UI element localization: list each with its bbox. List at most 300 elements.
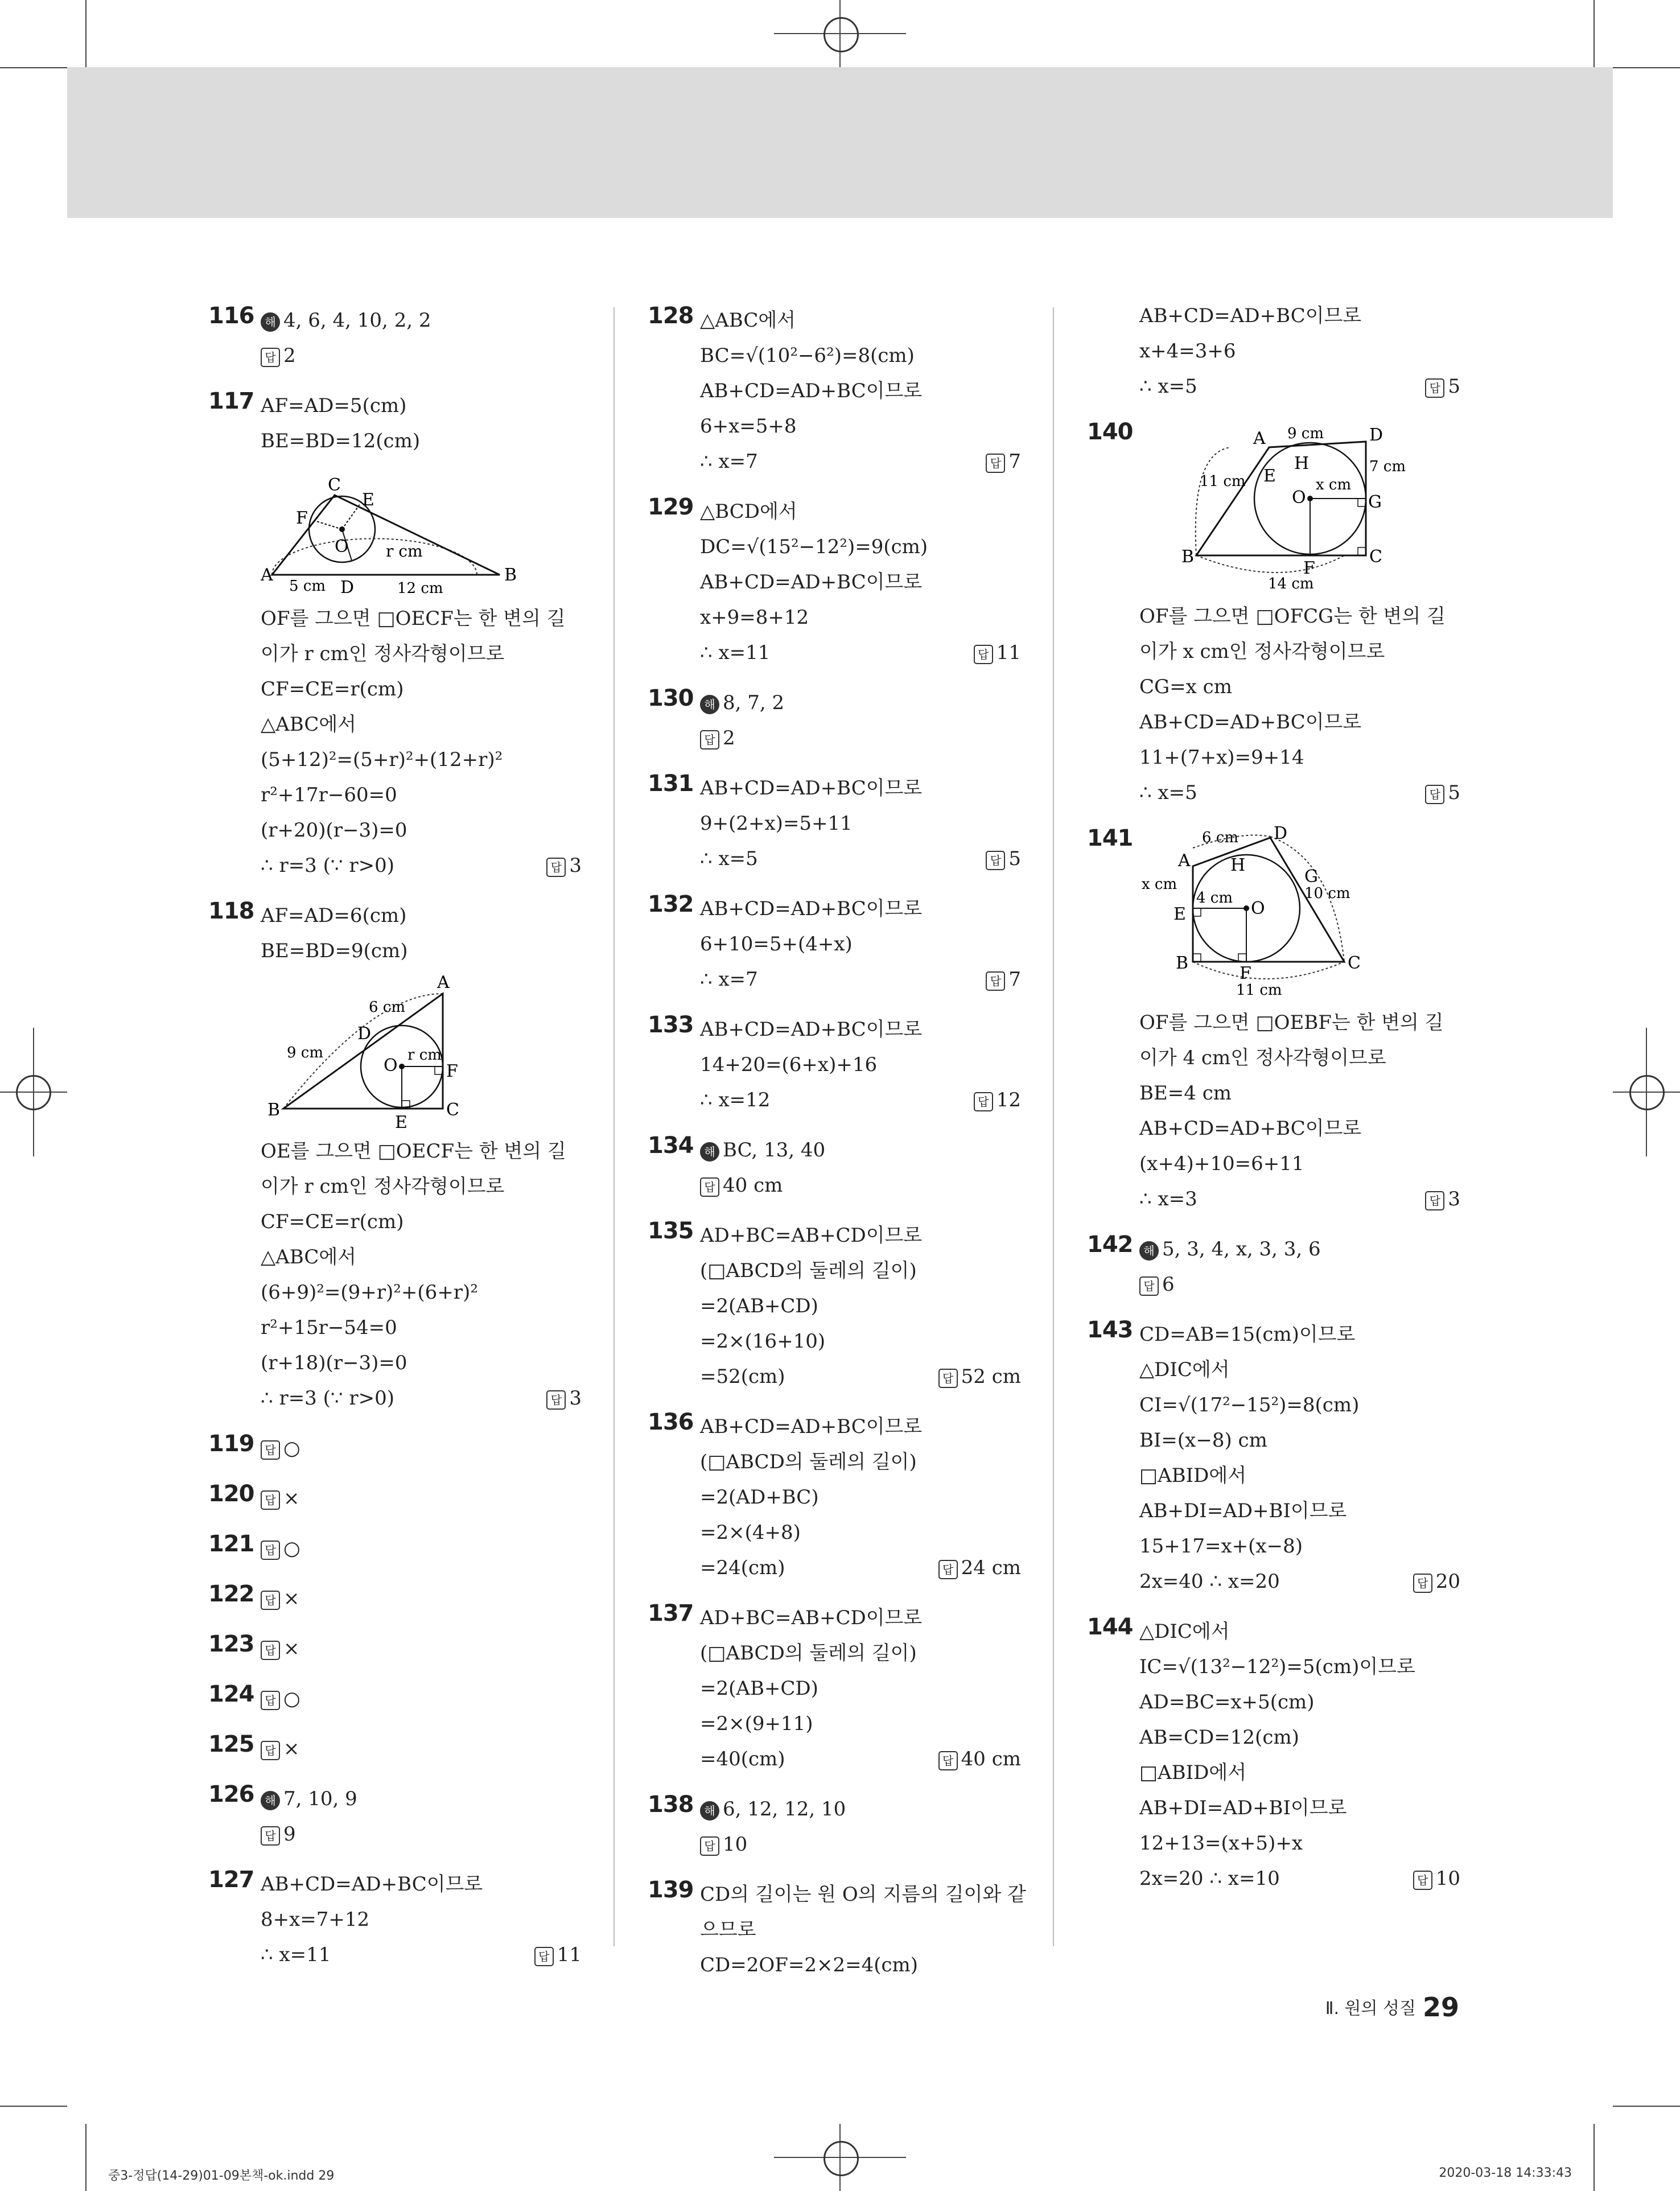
answer-item	[1087, 298, 1460, 404]
line-text: 9+(2+x)=5+11	[700, 812, 853, 835]
line-text: OF를 그으면 □OECF는 한 변의 길	[261, 607, 566, 630]
line-text: ○	[283, 1437, 300, 1460]
svg-text:C: C	[446, 1100, 459, 1120]
line-text: ∴ x=11	[261, 1943, 331, 1966]
svg-text:B: B	[267, 1100, 281, 1120]
svg-text:O: O	[335, 537, 349, 557]
line-text: ×	[283, 1587, 300, 1610]
column-divider	[1053, 307, 1054, 1946]
answer-badge-icon: 답	[1425, 378, 1444, 398]
solution-line	[261, 1381, 582, 1416]
solution-line	[261, 813, 582, 848]
answer-item	[648, 1132, 1021, 1203]
svg-text:D: D	[357, 1024, 372, 1044]
line-text: 2	[283, 344, 296, 367]
final-answer	[1413, 1861, 1460, 1896]
problem-number: 121	[208, 1531, 254, 1557]
answer-item	[1087, 1614, 1460, 1896]
problem-number: 120	[208, 1481, 254, 1507]
answer-badge-icon: 답	[938, 1751, 958, 1770]
svg-text:10 cm: 10 cm	[1304, 885, 1350, 902]
solution-line	[1139, 1826, 1460, 1861]
solution-line	[700, 926, 1021, 962]
solution-line	[700, 529, 1021, 565]
problem-number: 142	[1087, 1232, 1133, 1258]
final-answer	[938, 1359, 1021, 1394]
figure-140-quadrilateral	[1139, 419, 1458, 595]
solution-line	[1139, 634, 1460, 669]
line-text: ×	[283, 1487, 300, 1510]
solution-line	[1139, 1146, 1460, 1181]
line-text: ∴ x=5	[700, 847, 758, 870]
problem-number: 138	[648, 1791, 694, 1818]
final-answer-value: 52 cm	[961, 1365, 1021, 1388]
column-divider	[613, 307, 615, 1946]
svg-text:5 cm: 5 cm	[289, 578, 326, 595]
final-answer-value: 7	[1008, 968, 1021, 991]
answer-badge: 답	[261, 1591, 280, 1610]
final-answer	[938, 1550, 1021, 1585]
solution-line	[700, 444, 1021, 479]
line-text: AB+CD=AD+BC이므로	[700, 1415, 923, 1438]
section-title: Ⅱ. 원의 성질	[1325, 1999, 1416, 2019]
line-text: 14+20=(6+x)+16	[700, 1053, 878, 1076]
solution-line	[1139, 1387, 1460, 1423]
line-text: CF=CE=r(cm)	[261, 1210, 404, 1233]
svg-text:E: E	[395, 1113, 407, 1130]
header-band	[67, 67, 1613, 218]
line-text: 6+x=5+8	[700, 415, 797, 438]
line-text: DC=√(15²−12²)=9(cm)	[700, 536, 928, 558]
answer-badge-icon: 답	[1425, 785, 1444, 804]
answer-badge-icon: 답	[1413, 1574, 1432, 1593]
answer-item	[208, 1531, 582, 1566]
svg-text:14 cm: 14 cm	[1268, 575, 1314, 592]
final-answer-value: 40 cm	[961, 1748, 1021, 1770]
solution-line	[1139, 1755, 1460, 1790]
solution-line	[700, 841, 1021, 876]
answer-item	[648, 891, 1021, 997]
line-text: ○	[283, 1537, 300, 1560]
line-text: 으므로	[700, 1918, 756, 1941]
answer-item	[1087, 1232, 1460, 1302]
crop-mark	[85, 0, 87, 67]
line-text: CF=CE=r(cm)	[261, 678, 404, 701]
line-text: =2×(9+11)	[700, 1712, 813, 1735]
line-text: x+4=3+6	[1139, 340, 1236, 363]
line-text: AF=AD=5(cm)	[261, 394, 407, 417]
svg-text:9 cm: 9 cm	[1287, 425, 1324, 442]
line-text: =2(AD+BC)	[700, 1486, 819, 1509]
answer-item	[208, 388, 582, 883]
line-text: ∴ x=7	[700, 968, 758, 991]
solution-line	[261, 898, 582, 933]
problem-number: 134	[648, 1132, 694, 1159]
svg-text:G: G	[1368, 492, 1382, 512]
svg-text:C: C	[1369, 547, 1382, 567]
line-text: (□ABCD의 둘레의 길이)	[700, 1259, 917, 1282]
answer-item	[208, 898, 582, 1416]
line-text: AB+CD=AD+BC이므로	[700, 380, 923, 402]
problem-number: 118	[208, 898, 254, 924]
problem-number: 125	[208, 1731, 254, 1757]
solution-line	[1139, 599, 1460, 634]
page-number: 29	[1422, 1992, 1459, 2023]
solution-line	[700, 1550, 1021, 1585]
solution-line	[700, 1827, 1021, 1862]
line-text: OF를 그으면 □OEBF는 한 변의 길	[1139, 1011, 1444, 1034]
answer-item	[648, 303, 1021, 479]
solution-line	[700, 962, 1021, 997]
line-text: AB+CD=AD+BC이므로	[1139, 711, 1362, 734]
answer-item	[648, 1600, 1021, 1777]
line-text: CG=x cm	[1139, 676, 1232, 698]
registration-mark	[823, 17, 859, 52]
line-text: 8, 7, 2	[723, 691, 785, 714]
solution-line	[1139, 705, 1460, 740]
line-text: ∴ x=7	[700, 450, 758, 473]
final-answer-value: 5	[1448, 781, 1460, 804]
solution-line	[700, 1706, 1021, 1741]
solution-line	[261, 1275, 582, 1310]
solution-line	[700, 1877, 1026, 1912]
problem-number: 143	[1087, 1317, 1133, 1343]
problem-number: 122	[208, 1581, 254, 1607]
answer-badge-icon: 답	[986, 454, 1005, 473]
final-answer-value: 3	[569, 854, 582, 877]
solution-line	[700, 1012, 1021, 1047]
svg-text:H: H	[1230, 855, 1246, 875]
line-text: ∴ r=3 (∵ r>0)	[261, 854, 394, 877]
solution-line	[700, 1132, 1021, 1168]
solution-line	[1139, 1458, 1460, 1493]
line-text: IC=√(13²−12²)=5(cm)이므로	[1139, 1655, 1415, 1678]
solution-line	[700, 303, 1021, 338]
line-text: AF=AD=6(cm)	[261, 904, 407, 927]
footer-file: 중3-정답(14-29)01-09본책-ok.indd 29	[108, 2169, 335, 2183]
svg-text:C: C	[328, 475, 341, 495]
line-text: 2	[723, 727, 735, 749]
line-text: 7, 10, 9	[283, 1788, 357, 1810]
answer-item	[648, 1791, 1021, 1862]
final-answer-value: 3	[569, 1387, 582, 1410]
solution-line	[261, 848, 582, 883]
solution-line	[261, 1481, 582, 1516]
solution-line	[700, 1324, 1021, 1359]
problem-number: 144	[1087, 1614, 1133, 1640]
solution-line	[700, 1082, 1021, 1118]
line-text: =2(AB+CD)	[700, 1677, 818, 1700]
line-text: 12+13=(x+5)+x	[1139, 1832, 1303, 1855]
line-text: CD=AB=15(cm)이므로	[1139, 1323, 1356, 1346]
problem-number: 116	[208, 303, 254, 329]
answer-badge: 답	[700, 1177, 719, 1197]
svg-text:x cm: x cm	[1316, 476, 1352, 493]
solution-line	[261, 1681, 582, 1716]
solution-line	[261, 777, 582, 813]
problem-number: 140	[1087, 419, 1133, 445]
solution-line	[700, 635, 1021, 670]
final-answer-value: 7	[1008, 450, 1021, 473]
svg-text:O: O	[384, 1056, 398, 1076]
solution-line	[261, 672, 582, 707]
line-text: △ABC에서	[700, 309, 796, 332]
svg-text:F: F	[296, 508, 308, 528]
line-text: AB=CD=12(cm)	[1139, 1726, 1299, 1749]
line-text: AB+CD=AD+BC이므로	[700, 777, 923, 800]
final-answer-value: 5	[1448, 375, 1460, 398]
solution-line	[700, 1791, 1021, 1827]
line-text: ∴ x=5	[1139, 375, 1197, 398]
solution-line	[700, 720, 1021, 756]
problem-number: 131	[648, 771, 694, 797]
crop-mark	[1593, 2124, 1595, 2191]
line-text: AB+CD=AD+BC이므로	[700, 1018, 923, 1041]
solution-line	[1139, 369, 1460, 404]
solution-line	[261, 423, 582, 459]
solution-line	[261, 1817, 582, 1852]
solution-line	[261, 1581, 582, 1616]
solution-line	[1139, 669, 1460, 705]
solution-line	[261, 1204, 582, 1239]
solution-line	[700, 338, 1021, 373]
line-text: (□ABCD의 둘레의 길이)	[700, 1451, 917, 1473]
answer-badge-icon: 답	[986, 851, 1005, 870]
line-text: 이가 r cm인 정사각형이므로	[261, 1175, 505, 1198]
svg-text:A: A	[261, 565, 273, 585]
line-text: □ABID에서	[1139, 1464, 1247, 1487]
solution-line	[261, 1867, 582, 1902]
answer-badge: 답	[700, 730, 719, 749]
svg-text:B: B	[504, 565, 517, 585]
svg-text:A: A	[437, 973, 450, 992]
answer-item	[208, 1867, 582, 1972]
line-text: 8+x=7+12	[261, 1908, 370, 1931]
answer-badge: 답	[261, 1691, 280, 1710]
final-answer	[1425, 1181, 1460, 1217]
answer-badge-icon: 답	[938, 1369, 958, 1388]
solution-line	[1139, 1005, 1460, 1040]
solution-line	[700, 1444, 1021, 1480]
problem-number: 139	[648, 1877, 694, 1903]
line-text: ∴ x=12	[700, 1089, 771, 1111]
crop-mark	[1613, 67, 1680, 68]
final-answer	[546, 1381, 582, 1416]
line-text: (5+12)²=(5+r)²+(12+r)²	[261, 748, 503, 771]
line-text: AD=BC=x+5(cm)	[1139, 1691, 1315, 1714]
answer-item	[208, 1481, 582, 1516]
line-text: =40(cm)	[700, 1748, 785, 1770]
svg-text:A: A	[1253, 429, 1266, 448]
line-text: BI=(x−8) cm	[1139, 1429, 1267, 1452]
answer-badge-icon: 답	[974, 1092, 993, 1111]
line-text: x+9=8+12	[700, 606, 809, 629]
answer-item	[648, 771, 1021, 876]
line-text: AB+CD=AD+BC이므로	[261, 1873, 483, 1896]
crop-mark	[1593, 0, 1595, 67]
solution-line	[1139, 1614, 1460, 1649]
solution-line	[700, 1218, 1021, 1253]
line-text: △DIC에서	[1139, 1620, 1230, 1643]
solution-line	[261, 1134, 582, 1169]
solution-line	[700, 1947, 1021, 1983]
solution-line	[1139, 298, 1460, 333]
solution-line	[1139, 1352, 1460, 1387]
svg-text:D: D	[340, 578, 355, 598]
line-text: (□ABCD의 둘레의 길이)	[700, 1642, 917, 1665]
line-text: 5, 3, 4, x, 3, 3, 6	[1162, 1238, 1321, 1261]
figure-118-triangle	[261, 971, 545, 1130]
line-text: 6+10=5+(4+x)	[700, 933, 853, 956]
line-text: AB+DI=AD+BI이므로	[1139, 1500, 1347, 1522]
final-answer	[1413, 1564, 1460, 1599]
problem-number: 133	[648, 1012, 694, 1038]
solution-line	[700, 494, 1021, 529]
answer-badge-icon: 답	[986, 971, 1005, 991]
answer-item	[208, 1581, 582, 1616]
hint-badge: 해	[1139, 1241, 1159, 1261]
answer-item	[648, 1012, 1021, 1118]
solution-line	[700, 1600, 1021, 1636]
solution-line	[700, 1741, 1021, 1777]
svg-text:D: D	[1274, 825, 1288, 843]
final-answer	[974, 1082, 1021, 1118]
answer-item	[648, 1409, 1021, 1585]
solution-line	[700, 1047, 1021, 1082]
answer-badge: 답	[261, 1826, 280, 1846]
solution-line	[1139, 1076, 1460, 1111]
problem-number: 124	[208, 1681, 254, 1707]
line-text: (x+4)+10=6+11	[1139, 1152, 1304, 1175]
line-text: △BCD에서	[700, 500, 797, 523]
line-text: ∴ x=3	[1139, 1188, 1197, 1210]
final-answer	[938, 1741, 1021, 1777]
svg-text:11 cm: 11 cm	[1236, 982, 1282, 999]
svg-text:F: F	[1303, 558, 1315, 578]
line-text: r²+15r−54=0	[261, 1316, 397, 1339]
svg-text:O: O	[1292, 488, 1306, 508]
figure-141-quadrilateral	[1139, 825, 1458, 1002]
answer-badge-icon: 답	[1413, 1871, 1432, 1890]
problem-number: 130	[648, 685, 694, 711]
line-text: =2×(16+10)	[700, 1330, 826, 1353]
final-answer-value: 11	[557, 1943, 582, 1966]
solution-line	[261, 1239, 582, 1275]
svg-text:O: O	[1251, 899, 1265, 919]
line-text: 40 cm	[723, 1174, 783, 1197]
solution-line	[261, 1781, 582, 1817]
solution-line	[700, 1168, 1021, 1203]
answer-badge: 답	[261, 1490, 280, 1510]
svg-text:r cm: r cm	[386, 542, 423, 561]
solution-line	[700, 891, 1021, 926]
svg-text:F: F	[1240, 963, 1251, 983]
line-text: 이가 r cm인 정사각형이므로	[261, 643, 505, 665]
line-text: △ABC에서	[261, 1246, 357, 1269]
answer-badge-icon: 답	[974, 645, 993, 664]
hint-badge: 해	[700, 1142, 719, 1162]
solution-line	[700, 1636, 1021, 1671]
final-answer	[986, 841, 1021, 876]
line-text: =24(cm)	[700, 1556, 785, 1579]
line-text: BC, 13, 40	[723, 1139, 826, 1162]
answer-badge: 답	[261, 1440, 280, 1460]
line-text: 6, 12, 12, 10	[723, 1798, 846, 1821]
footer-timestamp: 2020-03-18 14:33:43	[1439, 2166, 1572, 2180]
solution-line	[700, 1515, 1021, 1550]
solution-line	[1139, 1529, 1460, 1564]
problem-number: 128	[648, 303, 694, 329]
line-text: BE=BD=9(cm)	[261, 940, 408, 962]
line-text: AD+BC=AB+CD이므로	[700, 1607, 923, 1629]
hint-badge: 해	[700, 1801, 719, 1821]
line-text: △ABC에서	[261, 713, 357, 736]
answer-column-3	[1087, 298, 1460, 1911]
solution-line	[261, 601, 582, 636]
line-text: AB+CD=AD+BC이므로	[1139, 1117, 1362, 1140]
problem-number: 132	[648, 891, 694, 917]
registration-mark	[823, 2141, 859, 2176]
final-answer	[546, 848, 582, 883]
answer-badge: 답	[261, 1541, 280, 1560]
final-answer	[974, 635, 1021, 670]
answer-badge-icon: 답	[1425, 1191, 1444, 1210]
solution-line	[700, 409, 1021, 444]
solution-line	[261, 1310, 582, 1345]
problem-number: 119	[208, 1431, 254, 1457]
solution-line	[1139, 740, 1460, 775]
svg-text:G: G	[1304, 867, 1318, 887]
line-text: CD=2OF=2×2=4(cm)	[700, 1954, 919, 1976]
solution-line	[1139, 1181, 1460, 1217]
solution-line	[700, 771, 1021, 806]
solution-line	[1139, 1040, 1460, 1076]
solution-line	[1139, 1861, 1460, 1896]
line-text: AB+CD=AD+BC이므로	[1139, 304, 1362, 327]
hint-badge: 해	[700, 695, 719, 714]
solution-line	[1139, 1111, 1460, 1146]
solution-line	[261, 742, 582, 777]
problem-number: 141	[1087, 825, 1133, 851]
line-text: 2x=40 ∴ x=20	[1139, 1570, 1280, 1593]
solution-line	[700, 373, 1021, 409]
solution-line	[1139, 1790, 1460, 1826]
final-answer-value: 5	[1008, 847, 1021, 870]
solution-line	[700, 806, 1021, 841]
svg-text:12 cm: 12 cm	[397, 580, 443, 597]
solution-line	[1139, 1685, 1460, 1720]
final-answer	[986, 962, 1021, 997]
svg-text:11 cm: 11 cm	[1200, 473, 1246, 490]
page-reference	[1325, 1992, 1459, 2023]
svg-text:r cm: r cm	[407, 1047, 442, 1064]
answer-item	[208, 1631, 582, 1666]
solution-line	[1139, 1423, 1460, 1458]
answer-column-1	[208, 303, 582, 1987]
solution-line	[1139, 1493, 1460, 1529]
answer-badge: 답	[261, 348, 280, 367]
solution-line	[261, 1345, 582, 1381]
registration-mark	[1629, 1075, 1665, 1110]
line-text: OF를 그으면 □OFCG는 한 변의 길	[1139, 605, 1446, 628]
answer-badge-icon: 답	[534, 1947, 554, 1966]
answer-badge: 답	[261, 1641, 280, 1660]
answer-item	[208, 1431, 582, 1466]
final-answer-value: 3	[1448, 1188, 1460, 1210]
crop-mark	[85, 2124, 87, 2191]
svg-text:9 cm: 9 cm	[287, 1044, 324, 1061]
svg-text:7 cm: 7 cm	[1369, 458, 1406, 475]
